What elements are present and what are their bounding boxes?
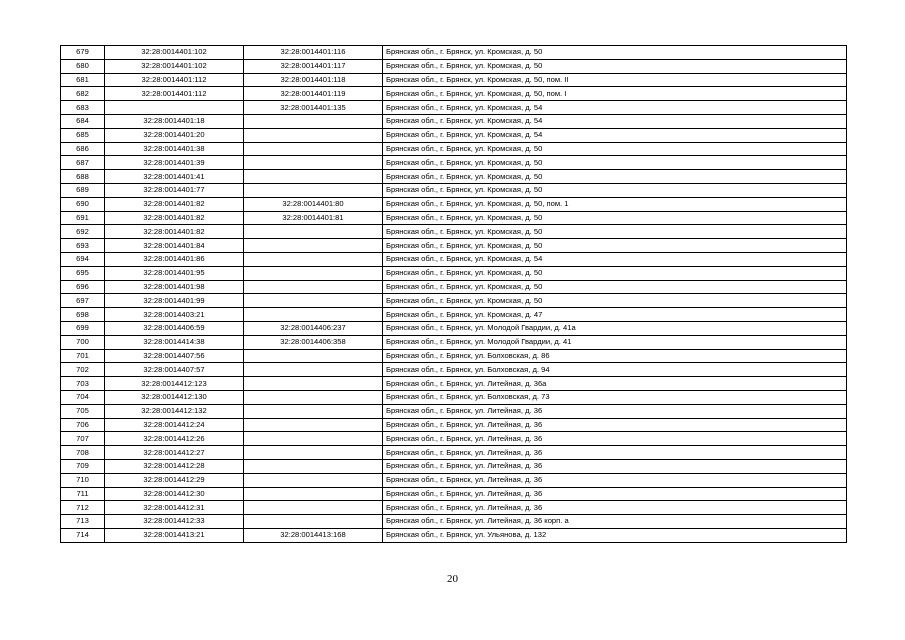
table-row	[61, 128, 847, 142]
address-cell: Брянская обл., г. Брянск, ул. Кромская, д. 50	[383, 294, 847, 308]
row-number-cell: 679	[61, 46, 105, 60]
land-parcel-number-cell: 32:28:0014414:38	[105, 335, 244, 349]
row-number-cell: 680	[61, 59, 105, 73]
table-row	[61, 59, 847, 73]
row-number-cell: 714	[61, 528, 105, 542]
row-number-cell: 713	[61, 515, 105, 529]
address-cell: Брянская обл., г. Брянск, ул. Болховская, д. 86	[383, 349, 847, 363]
row-number-cell: 697	[61, 294, 105, 308]
table-row	[61, 252, 847, 266]
row-number-cell: 686	[61, 142, 105, 156]
address-cell: Брянская обл., г. Брянск, ул. Кромская, д. 54	[383, 101, 847, 115]
address-cell: Брянская обл., г. Брянск, ул. Ульянова, д. 132	[383, 528, 847, 542]
land-parcel-number-cell: 32:28:0014401:18	[105, 114, 244, 128]
table-row	[61, 294, 847, 308]
land-parcel-number-cell: 32:28:0014406:59	[105, 321, 244, 335]
building-number-cell	[244, 487, 383, 501]
row-number-cell: 687	[61, 156, 105, 170]
table-row	[61, 501, 847, 515]
building-number-cell	[244, 294, 383, 308]
building-number-cell	[244, 266, 383, 280]
building-number-cell	[244, 501, 383, 515]
building-number-cell	[244, 404, 383, 418]
row-number-cell: 702	[61, 363, 105, 377]
land-parcel-number-cell: 32:28:0014412:33	[105, 515, 244, 529]
row-number-cell: 696	[61, 280, 105, 294]
land-parcel-number-cell: 32:28:0014412:130	[105, 390, 244, 404]
row-number-cell: 708	[61, 446, 105, 460]
address-cell: Брянская обл., г. Брянск, ул. Кромская, д. 50	[383, 225, 847, 239]
address-cell: Брянская обл., г. Брянск, ул. Кромская, д. 50	[383, 170, 847, 184]
table-row	[61, 349, 847, 363]
building-number-cell: 32:28:0014401:81	[244, 211, 383, 225]
table-row	[61, 73, 847, 87]
building-number-cell	[244, 142, 383, 156]
building-number-cell	[244, 459, 383, 473]
building-number-cell	[244, 128, 383, 142]
building-number-cell	[244, 183, 383, 197]
table-row	[61, 390, 847, 404]
address-cell: Брянская обл., г. Брянск, ул. Литейная, д. 36	[383, 487, 847, 501]
row-number-cell: 700	[61, 335, 105, 349]
land-parcel-number-cell: 32:28:0014401:20	[105, 128, 244, 142]
building-number-cell: 32:28:0014413:168	[244, 528, 383, 542]
table-row	[61, 183, 847, 197]
land-parcel-number-cell: 32:28:0014412:27	[105, 446, 244, 460]
row-number-cell: 688	[61, 170, 105, 184]
row-number-cell: 701	[61, 349, 105, 363]
building-number-cell	[244, 156, 383, 170]
row-number-cell: 710	[61, 473, 105, 487]
table-row	[61, 446, 847, 460]
land-parcel-number-cell: 32:28:0014401:38	[105, 142, 244, 156]
address-cell: Брянская обл., г. Брянск, ул. Молодой Гвардии, д. 41а	[383, 321, 847, 335]
table-row	[61, 308, 847, 322]
land-parcel-number-cell: 32:28:0014401:82	[105, 225, 244, 239]
building-number-cell: 32:28:0014401:80	[244, 197, 383, 211]
table-row	[61, 377, 847, 391]
table-row	[61, 335, 847, 349]
parcel-table	[60, 45, 847, 543]
building-number-cell	[244, 377, 383, 391]
address-cell: Брянская обл., г. Брянск, ул. Литейная, д. 36	[383, 432, 847, 446]
table-row	[61, 225, 847, 239]
table-row	[61, 418, 847, 432]
parcel-table-body	[61, 46, 847, 543]
address-cell: Брянская обл., г. Брянск, ул. Кромская, д. 50	[383, 266, 847, 280]
row-number-cell: 703	[61, 377, 105, 391]
address-cell: Брянская обл., г. Брянск, ул. Болховская, д. 73	[383, 390, 847, 404]
address-cell: Брянская обл., г. Брянск, ул. Кромская, д. 50	[383, 59, 847, 73]
land-parcel-number-cell: 32:28:0014412:29	[105, 473, 244, 487]
row-number-cell: 690	[61, 197, 105, 211]
address-cell: Брянская обл., г. Брянск, ул. Кромская, д. 50	[383, 239, 847, 253]
row-number-cell: 698	[61, 308, 105, 322]
table-row	[61, 404, 847, 418]
table-row	[61, 87, 847, 101]
row-number-cell: 693	[61, 239, 105, 253]
land-parcel-number-cell: 32:28:0014401:82	[105, 211, 244, 225]
address-cell: Брянская обл., г. Брянск, ул. Литейная, д. 36	[383, 418, 847, 432]
building-number-cell: 32:28:0014401:135	[244, 101, 383, 115]
building-number-cell	[244, 252, 383, 266]
row-number-cell: 684	[61, 114, 105, 128]
address-cell: Брянская обл., г. Брянск, ул. Молодой Гвардии, д. 41	[383, 335, 847, 349]
building-number-cell	[244, 363, 383, 377]
building-number-cell	[244, 473, 383, 487]
table-row	[61, 114, 847, 128]
address-cell: Брянская обл., г. Брянск, ул. Кромская, д. 50	[383, 211, 847, 225]
land-parcel-number-cell: 32:28:0014412:132	[105, 404, 244, 418]
row-number-cell: 706	[61, 418, 105, 432]
building-number-cell	[244, 349, 383, 363]
building-number-cell	[244, 446, 383, 460]
land-parcel-number-cell: 32:28:0014412:30	[105, 487, 244, 501]
row-number-cell: 707	[61, 432, 105, 446]
address-cell: Брянская обл., г. Брянск, ул. Кромская, д. 54	[383, 128, 847, 142]
land-parcel-number-cell: 32:28:0014401:95	[105, 266, 244, 280]
table-row	[61, 473, 847, 487]
row-number-cell: 711	[61, 487, 105, 501]
building-number-cell	[244, 114, 383, 128]
row-number-cell: 685	[61, 128, 105, 142]
building-number-cell	[244, 225, 383, 239]
row-number-cell: 695	[61, 266, 105, 280]
land-parcel-number-cell: 32:28:0014401:77	[105, 183, 244, 197]
row-number-cell: 694	[61, 252, 105, 266]
table-row	[61, 487, 847, 501]
building-number-cell	[244, 418, 383, 432]
table-row	[61, 197, 847, 211]
building-number-cell	[244, 308, 383, 322]
building-number-cell	[244, 432, 383, 446]
table-row	[61, 321, 847, 335]
table-row	[61, 211, 847, 225]
building-number-cell: 32:28:0014401:116	[244, 46, 383, 60]
address-cell: Брянская обл., г. Брянск, ул. Кромская, д. 47	[383, 308, 847, 322]
table-row	[61, 266, 847, 280]
table-row	[61, 280, 847, 294]
address-cell: Брянская обл., г. Брянск, ул. Болховская, д. 94	[383, 363, 847, 377]
land-parcel-number-cell: 32:28:0014401:39	[105, 156, 244, 170]
building-number-cell: 32:28:0014406:237	[244, 321, 383, 335]
land-parcel-number-cell: 32:28:0014407:56	[105, 349, 244, 363]
table-row	[61, 142, 847, 156]
land-parcel-number-cell: 32:28:0014401:98	[105, 280, 244, 294]
address-cell: Брянская обл., г. Брянск, ул. Кромская, д. 50, пом. 1	[383, 197, 847, 211]
land-parcel-number-cell: 32:28:0014401:82	[105, 197, 244, 211]
address-cell: Брянская обл., г. Брянск, ул. Кромская, д. 50	[383, 142, 847, 156]
land-parcel-number-cell: 32:28:0014401:41	[105, 170, 244, 184]
land-parcel-number-cell: 32:28:0014401:112	[105, 73, 244, 87]
building-number-cell	[244, 170, 383, 184]
building-number-cell: 32:28:0014406:358	[244, 335, 383, 349]
land-parcel-number-cell: 32:28:0014401:84	[105, 239, 244, 253]
row-number-cell: 683	[61, 101, 105, 115]
land-parcel-number-cell: 32:28:0014401:112	[105, 87, 244, 101]
land-parcel-number-cell	[105, 101, 244, 115]
table-row	[61, 170, 847, 184]
row-number-cell: 709	[61, 459, 105, 473]
table-row	[61, 239, 847, 253]
building-number-cell: 32:28:0014401:118	[244, 73, 383, 87]
table-row	[61, 528, 847, 542]
building-number-cell: 32:28:0014401:119	[244, 87, 383, 101]
row-number-cell: 681	[61, 73, 105, 87]
row-number-cell: 712	[61, 501, 105, 515]
address-cell: Брянская обл., г. Брянск, ул. Кромская, д. 54	[383, 252, 847, 266]
table-row	[61, 432, 847, 446]
land-parcel-number-cell: 32:28:0014412:26	[105, 432, 244, 446]
address-cell: Брянская обл., г. Брянск, ул. Кромская, д. 54	[383, 114, 847, 128]
row-number-cell: 682	[61, 87, 105, 101]
address-cell: Брянская обл., г. Брянск, ул. Кромская, д. 50, пом. II	[383, 73, 847, 87]
row-number-cell: 704	[61, 390, 105, 404]
address-cell: Брянская обл., г. Брянск, ул. Литейная, д. 36	[383, 473, 847, 487]
row-number-cell: 691	[61, 211, 105, 225]
page-number: 20	[447, 573, 458, 585]
land-parcel-number-cell: 32:28:0014407:57	[105, 363, 244, 377]
address-cell: Брянская обл., г. Брянск, ул. Литейная, д. 36	[383, 501, 847, 515]
table-row	[61, 46, 847, 60]
building-number-cell	[244, 515, 383, 529]
address-cell: Брянская обл., г. Брянск, ул. Кромская, д. 50	[383, 46, 847, 60]
row-number-cell: 692	[61, 225, 105, 239]
table-row	[61, 363, 847, 377]
land-parcel-number-cell: 32:28:0014401:86	[105, 252, 244, 266]
land-parcel-number-cell: 32:28:0014412:28	[105, 459, 244, 473]
address-cell: Брянская обл., г. Брянск, ул. Кромская, д. 50	[383, 156, 847, 170]
address-cell: Брянская обл., г. Брянск, ул. Кромская, д. 50, пом. I	[383, 87, 847, 101]
land-parcel-number-cell: 32:28:0014413:21	[105, 528, 244, 542]
land-parcel-number-cell: 32:28:0014412:123	[105, 377, 244, 391]
address-cell: Брянская обл., г. Брянск, ул. Литейная, д. 36	[383, 459, 847, 473]
land-parcel-number-cell: 32:28:0014401:99	[105, 294, 244, 308]
address-cell: Брянская обл., г. Брянск, ул. Литейная, д. 36	[383, 404, 847, 418]
land-parcel-number-cell: 32:28:0014401:102	[105, 59, 244, 73]
table-row	[61, 515, 847, 529]
address-cell: Брянская обл., г. Брянск, ул. Кромская, д. 50	[383, 280, 847, 294]
address-cell: Брянская обл., г. Брянск, ул. Литейная, д. 36	[383, 446, 847, 460]
table-row	[61, 101, 847, 115]
table-row	[61, 156, 847, 170]
land-parcel-number-cell: 32:28:0014412:31	[105, 501, 244, 515]
land-parcel-number-cell: 32:28:0014412:24	[105, 418, 244, 432]
building-number-cell	[244, 280, 383, 294]
row-number-cell: 689	[61, 183, 105, 197]
row-number-cell: 699	[61, 321, 105, 335]
building-number-cell: 32:28:0014401:117	[244, 59, 383, 73]
building-number-cell	[244, 390, 383, 404]
land-parcel-number-cell: 32:28:0014401:102	[105, 46, 244, 60]
table-row	[61, 459, 847, 473]
address-cell: Брянская обл., г. Брянск, ул. Литейная, д. 36а	[383, 377, 847, 391]
address-cell: Брянская обл., г. Брянск, ул. Литейная, д. 36 корп. а	[383, 515, 847, 529]
land-parcel-number-cell: 32:28:0014403:21	[105, 308, 244, 322]
address-cell: Брянская обл., г. Брянск, ул. Кромская, д. 50	[383, 183, 847, 197]
building-number-cell	[244, 239, 383, 253]
row-number-cell: 705	[61, 404, 105, 418]
